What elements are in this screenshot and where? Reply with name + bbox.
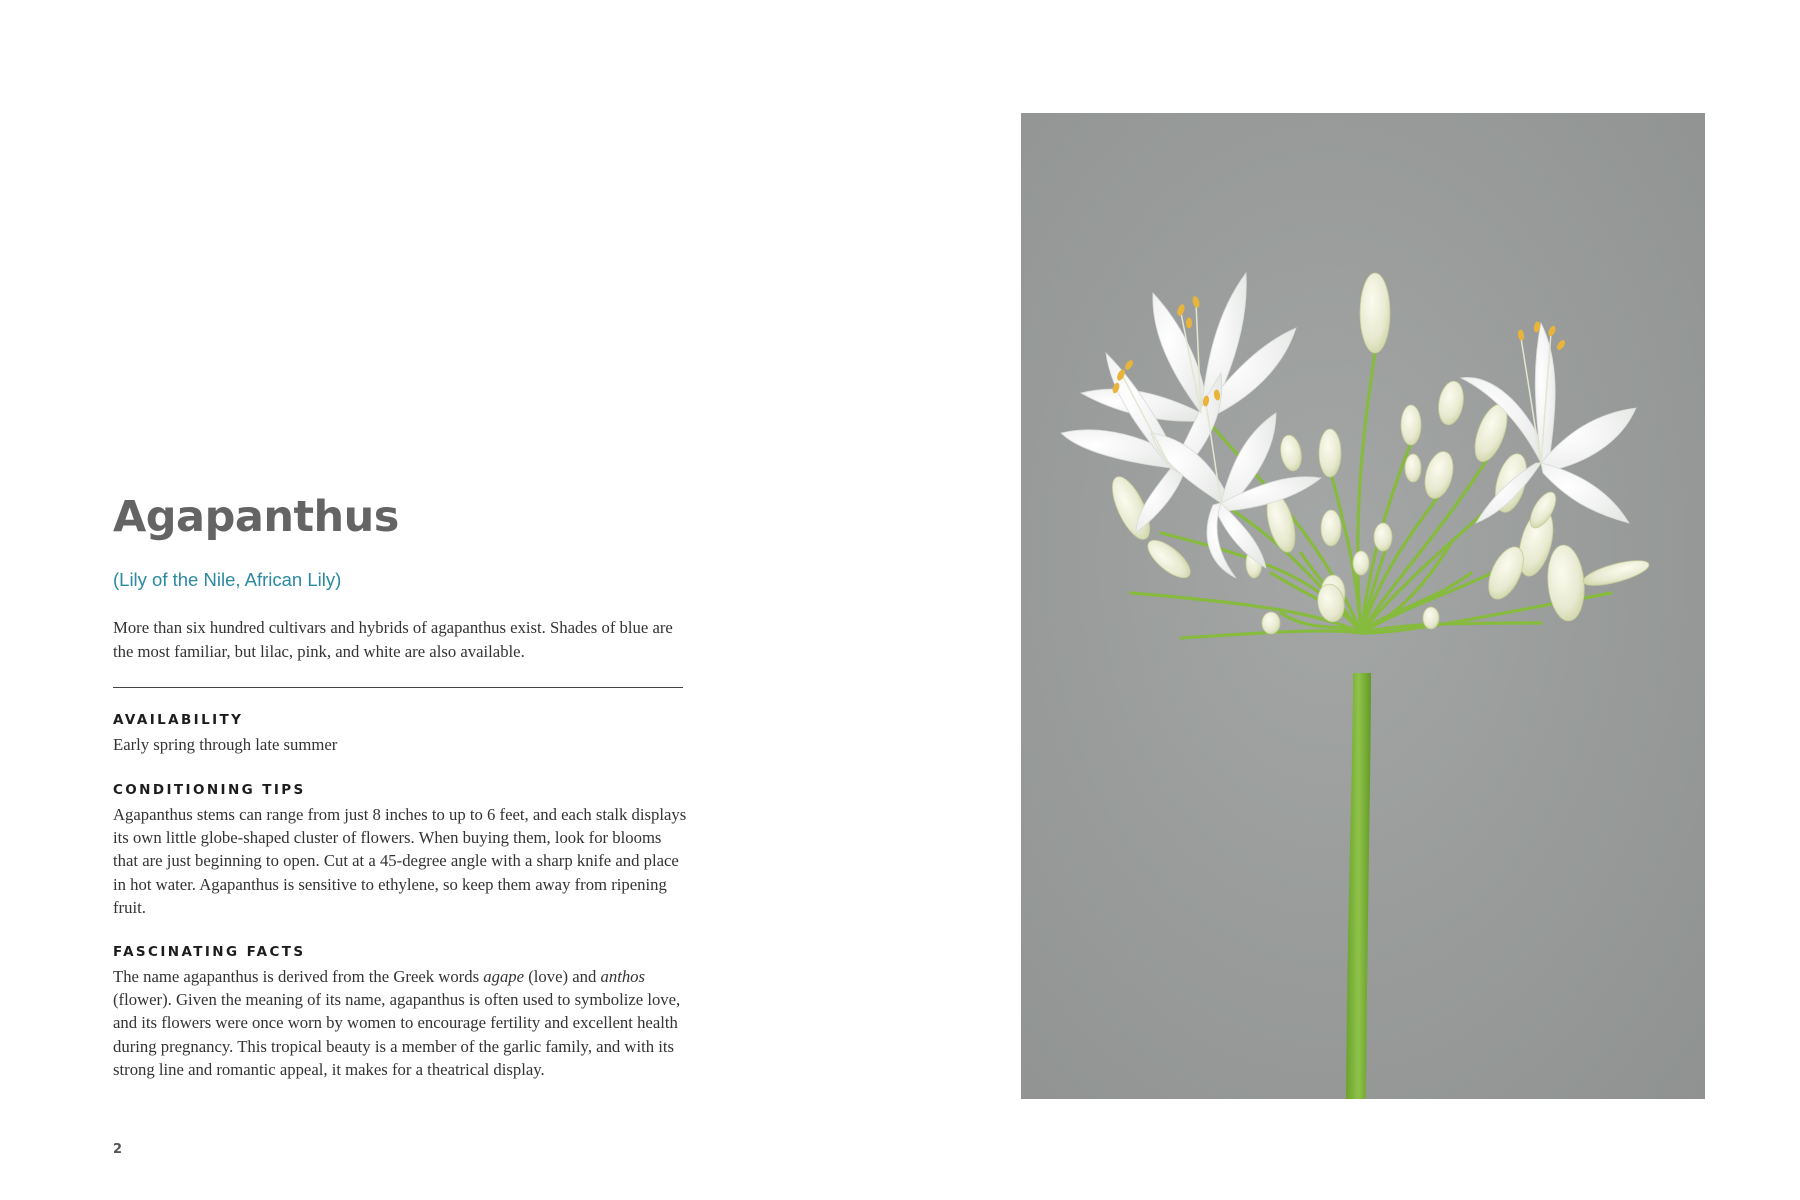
- conditioning-tips-heading: CONDITIONING TIPS: [113, 782, 306, 798]
- facts-text-part: (flower). Given the meaning of its name, agapanthus is often used to symbolize love, and its flowers were once worn by women to encourage fertility and excellent health during pregnancy. This tropical beauty is a member of the garlic family, and with its strong line and romantic appeal, it makes for a theatrical display.: [113, 990, 681, 1079]
- page-number: 2: [113, 1142, 123, 1157]
- availability-text: Early spring through late summer: [113, 735, 338, 754]
- facts-term-agape: agape: [483, 967, 525, 986]
- fascinating-facts-heading: FASCINATING FACTS: [113, 944, 306, 960]
- facts-text-part: The name agapanthus is derived from the Greek words: [113, 967, 484, 986]
- conditioning-tips-text: Agapanthus stems can range from just 8 inches to up to 6 feet, and each stalk displays its own little globe-shaped cluster of flowers. When buying them, look for blooms that are just beginning to open. Cut at a 45-degree angle with a sharp knife and place in hot water. Agapanthus is sensitive to ethylene, so keep them away from ripening fruit.: [113, 805, 687, 917]
- section-divider: [113, 687, 683, 688]
- availability-heading: AVAILABILITY: [113, 712, 244, 728]
- page-title: Agapanthus: [113, 492, 399, 542]
- fascinating-facts-text: [113, 965, 688, 1081]
- facts-text-part: (love) and: [524, 967, 601, 986]
- common-names-subtitle: (Lily of the Nile, African Lily): [113, 569, 342, 590]
- stem-shape: [1346, 673, 1371, 1099]
- agapanthus-illustration: [1021, 113, 1705, 1099]
- agapanthus-photo: [1021, 113, 1705, 1099]
- facts-term-anthos: anthos: [600, 967, 646, 986]
- intro-paragraph: More than six hundred cultivars and hybrids of agapanthus exist. Shades of blue are the most familiar, but lilac, pink, and white are also available.: [113, 618, 673, 661]
